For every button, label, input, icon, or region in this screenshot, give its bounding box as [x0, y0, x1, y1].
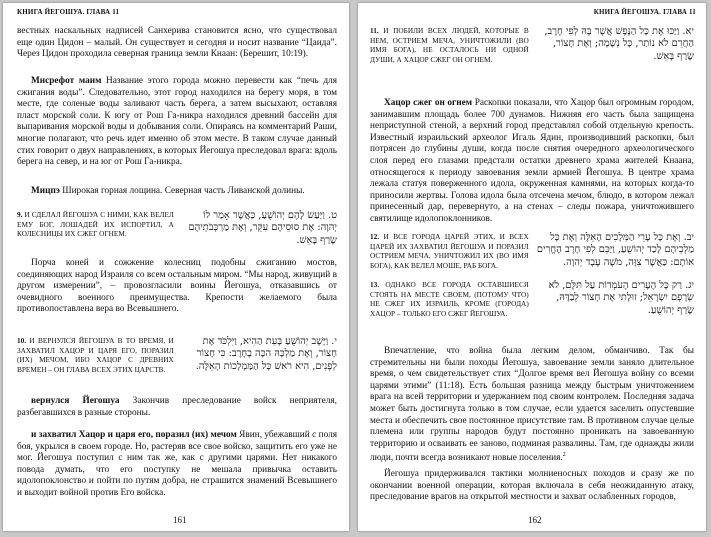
commentary-term: вернулся Йегошуа	[31, 396, 120, 406]
verse-10	[17, 336, 337, 374]
paragraph-text: Впечатление, что война была легким делом, обманчиво. Так бы стремительны ни были походы Йегошуа, завоевание земли заняло длительное время, о чем свидетельствует стих “Долгое время вел Йегошуа войну со всеми царями этими” (11:18). Есть большая разница между быстрым уничтожением врага на всей территории и удержанием под своим контролем. Последняя задача может быть достигнута только в том случае, если удается заселить опустевшие места и обеспечить свое постоянное присутствие там. В противном случае целые племена или группы народов будут постоянно проникать на завоеванную территорию и осваивать ее заново, подминая развалины. Там, где однажды жили люди, почти всегда возникают новые поселения.	[370, 346, 694, 464]
paragraph-text: Порча коней и сожжение колесниц подобны сжиганию мостов, соединяющих народ Израиля со всем остальным миром. “Мы народ, живущий в другом измерении”, – провозгласили воины Йегошуа, отказавшись от очевидного военного преимущества. Крепости желаемого была противопоставлена вера во Всевышнего.	[17, 258, 337, 315]
commentary-mitspe	[17, 186, 337, 198]
verse-translation-text: ОДНАКО ВСЕ ГОРОДА ОСТАВШИЕСЯ СТОЯТЬ НА МЕСТЕ СВОЕМ, (ПОТОМУ ЧТО) НЕ СЖЕГ ИХ ИЗРАИЛЬ, КРОМЕ (ГОРОДА) ХАЦОР – ТОЛЬКО ЕГО СЖЕГ ЙЕГОШУА.	[370, 280, 529, 318]
commentary-term: и захватил Хацор и царя его, поразил (их) мечом	[31, 430, 237, 440]
commentary-hatsor-burned	[370, 98, 694, 226]
commentary-text: Явин, убежавший с поля боя, укрылся в своем городе. Но, растеряв все свое войско, защитить его уже не мог. Йегошуа поступил с ним так же, как с другими царями. Нет никакого повода думать, что его поступку не мешала привычка оставить идолопоклонство и пойти по путям добра, не страшится знамений Всевышнего и выходит войной против Его войска.	[17, 430, 338, 498]
page-number: 161	[173, 515, 187, 525]
running-header: КНИГА ЙЕГОШУА. ГЛАВА 11	[593, 8, 696, 16]
left-page	[3, 3, 349, 531]
commentary-returned	[17, 396, 337, 419]
commentary-text: Название этого города можно перевести как “печь для сжигания воды”. Следовательно, этот город находился на берегу моря, в том месте, где соленые воды заливают часть берега, а затем высыхают, оставляя пласт морской соли. К югу от Рош Га-никра находился древний бассейн для выпаривания морской воды и добывания соли. Опираясь на комментарий Раши, многие полагают, что речь идет именно об этом месте. В таком случае данный стих говорит о двух направлениях, в которых Йегошуа преследовал врага: вдоль берега на север, и на юг от Рош Га-никра.	[17, 76, 338, 168]
verse-hebrew: ט. וַיַּעַשׂ לָהֶם יְהוֹשֻׁעַ, כַּאֲשֶׁר אָמַר לוֹ יְהוָה: אֶת סוּסֵיהֶם עִקֵּר, וְאֶת מַרְכְּבֹתֵיהֶם שָׂרַף בָּאֵשׁ.	[188, 210, 337, 246]
verse-translation	[370, 26, 529, 64]
commentary-text: Широкая горная лощина. Северная часть Ливанской долины.	[59, 186, 305, 196]
commentary-term: Мисрефот маим	[31, 76, 102, 86]
verse-hebrew: יא. וַיַּכּוּ אֶת כָּל הַנֶּפֶשׁ אֲשֶׁר בָּהּ לְפִי חֶרֶב, הַחֲרֵם לֹא נוֹתַר, כָּל נְשָׁמָה; וְאֶת חָצוֹר, שָׂרַף בָּאֵשׁ.	[544, 26, 694, 62]
verse-hebrew: יג. רַק כָּל הֶעָרִים הָעֹמְדוֹת עַל תִּלָּם, לֹא שְׂרָפָם יִשְׂרָאֵל; זוּלָתִי אֶת חָצוֹר לְבַדָּהּ, שָׂרַף יְהוֹשֻׁעַ.	[548, 280, 694, 316]
verse-number: 12.	[370, 232, 380, 241]
verse-number: 10.	[17, 336, 27, 345]
verse-hebrew: יב. וְאֶת כָּל עָרֵי הַמְּלָכִים הָאֵלֶּה וְאֶת כָּל מַלְכֵיהֶם לָכַד יְהוֹשֻׁעַ, וַיַּכֵּם לְפִי חֶרֶב הֶחֱרִים אוֹתָם: כַּאֲשֶׁר צִוָּה, מֹשֶׁה עֶבֶד יְהוָה.	[536, 232, 694, 268]
paragraph	[17, 258, 337, 316]
verse-number: 11.	[370, 26, 379, 35]
verse-12	[370, 232, 694, 270]
verse-translation-text: И ВЕРНУЛСЯ ЙЕГОШУА В ТО ВРЕМЯ, И ЗАХВАТИЛ ХАЦОР И ЦАРЯ ЕГО, ПОРАЗИЛ (ИХ) МЕЧОМ, ИБО ХАЦОР С ДРЕВНИХ ВРЕМЕН – ОН ГЛАВА ВСЕХ ЭТИХ ЦАРСТВ.	[17, 336, 174, 374]
page-number: 162	[528, 515, 542, 525]
verse-translation	[370, 280, 529, 318]
paragraph	[370, 346, 694, 465]
paragraph-text: Йегошуа придерживался тактики молниеносных походов и сразу же по окончании военной операции, которая включала в себя неожиданную атаку, преследование врагов на открытой местности и захват ослабленных городов,	[370, 469, 694, 503]
verse-number: 13.	[370, 280, 380, 289]
verse-translation-text: И ПОБИЛИ ВСЕХ ЛЮДЕЙ, КОТОРЫЕ В НЕМ, ОСТРИЕМ МЕЧА, УНИЧТОЖИЛИ (ВО ИМЯ БОГА), НЕ ОСТАЛОСЬ НИ ОДНОЙ ДУШИ, А ХАЦОР СЖЕГ ОН ОГНЕМ.	[370, 26, 529, 64]
commentary-misrefot-maim	[17, 76, 337, 169]
verse-hebrew: י. וַיָּשָׁב יְהוֹשֻׁעַ בָּעֵת הַהִיא, וַיִּלְכֹּד אֶת חָצוֹר, וְאֶת מַלְכָּהּ הִכָּה בֶחָרֶב: כִּי חָצוֹר לְפָנִים, הִיא רֹאשׁ כָּל הַמַּמְלָכוֹת הָאֵלֶּה.	[195, 336, 337, 372]
verse-translation	[17, 336, 174, 374]
verse-11	[370, 26, 694, 64]
commentary-captured-hatsor	[17, 430, 337, 500]
commentary-text: Раскопки показали, что Хацор был огромным городом, занимавшим площадь более 700 дунамов. Нижняя его часть была защищена неприступной стеной, а верхний город представлял собой отдельную крепость. Известный израильский археолог Игаль Ядин, производивший раскопки, был потрясен до глубины души, когда после снятия очередного археологического слоя перед его глазами предстали остатки древнего храма жителей Кнаана, относящегося к периоду завоевания земли армией Йегошуа. В центре храма лежала статуя поверженного идола, окруженная камнями, на которых когда-то приносили жертвы. Голова идола была отсечена мечом, блюдо, в котором лежал принесенный дар, перевернуто, а на стенах – следы пожара, уничтожившего святилище идолопоклонников.	[370, 98, 695, 224]
right-page	[358, 3, 706, 531]
paragraph	[17, 26, 337, 61]
verse-translation-text: И ВСЕ ГОРОДА ЦАРЕЙ ЭТИХ, И ВСЕХ ЦАРЕЙ ИХ ЗАХВАТИЛ ЙЕГОШУА И ПОРАЗИЛ ОСТРИЕМ МЕЧА, УНИЧТОЖИЛ ИХ (ВО ИМЯ БОГА), КАК ВЕЛЕЛ МОШЕ, РАБ БОГА.	[370, 232, 529, 270]
footnote-marker: 2	[562, 452, 566, 459]
verse-9	[17, 210, 337, 247]
commentary-text: Закончив преследование войск неприятеля, разбегавшихся в разные стороны.	[17, 396, 338, 418]
running-header: КНИГА ЙЕГОШУА. ГЛАВА 11	[17, 8, 120, 16]
verse-13	[370, 280, 694, 318]
paragraph-text: вестных наскальных надписей Санхерива становится ясно, что существовал еще один Цидон – малый. Он существует и сегодня и носит название “Цаида”. Через Цидон проходила северная граница земли Кнаан: (Берешит, 10:19).	[17, 26, 337, 60]
verse-translation	[17, 210, 174, 247]
commentary-term: Хацор сжег он огнем	[384, 98, 473, 108]
verse-translation	[370, 232, 529, 270]
verse-number: 9.	[17, 210, 23, 219]
verse-translation-text: И СДЕЛАЛ ЙЕГОШУА С НИМИ, КАК ВЕЛЕЛ ЕМУ БОГ, ЛОШАДЕЙ ИХ ИСПОРТИЛ, А КОЛЕСНИЦЫ ИХ СЖЕГ ОГНЕМ.	[17, 210, 174, 239]
commentary-term: Мицпэ	[31, 186, 60, 196]
paragraph	[370, 469, 694, 504]
